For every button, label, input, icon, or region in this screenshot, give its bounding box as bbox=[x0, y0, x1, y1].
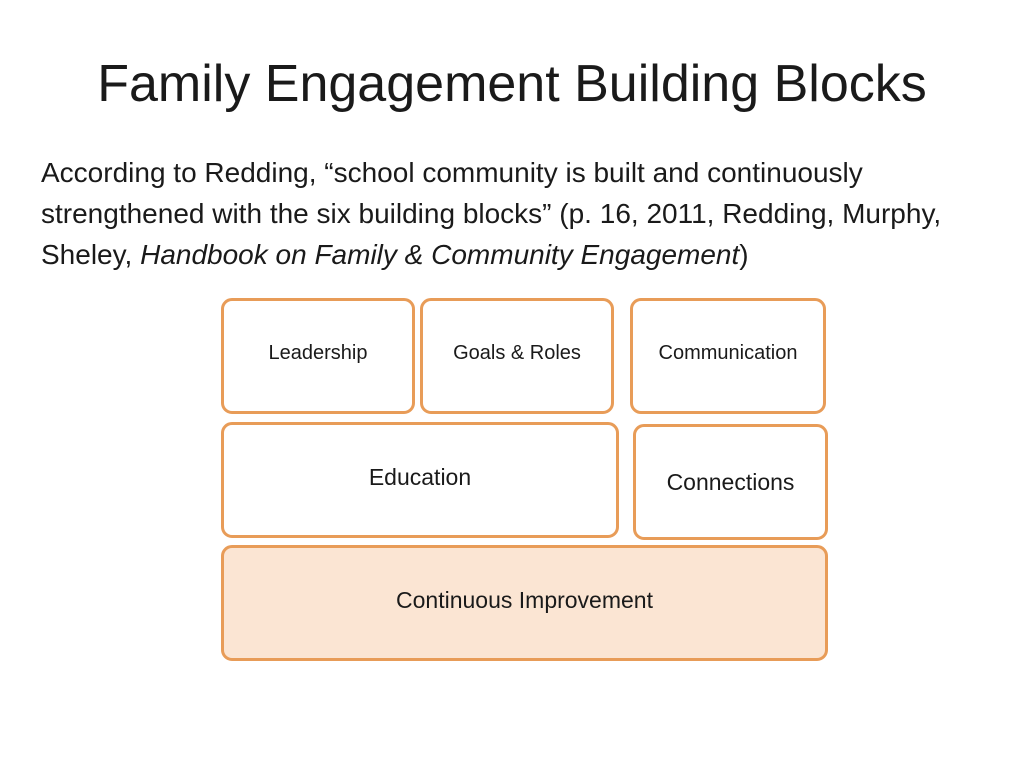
block-continuous-improvement bbox=[221, 545, 828, 661]
intro-closing: ) bbox=[739, 239, 749, 270]
block-connections bbox=[633, 424, 828, 540]
block-education bbox=[221, 422, 619, 538]
block-continuous-improvement-label: Continuous Improvement bbox=[396, 586, 653, 613]
intro-paragraph bbox=[41, 152, 1001, 275]
block-education-label: Education bbox=[368, 463, 472, 490]
block-communication bbox=[630, 298, 826, 414]
block-goals-roles-label: Goals & Roles bbox=[453, 341, 581, 364]
slide-title: Family Engagement Building Blocks bbox=[97, 55, 927, 113]
block-connections-label: Connections bbox=[666, 468, 795, 495]
handbook-title: Handbook on Family & Community Engagement bbox=[140, 239, 740, 270]
intro-text: According to Redding, “school community is built and continuously strengthened with the six building blocks” (p. 16, 2011, Redding, Murphy, Sheley, bbox=[41, 157, 942, 270]
block-leadership-label: Leadership bbox=[268, 341, 368, 364]
block-goals-roles bbox=[420, 298, 614, 414]
block-communication-label: Communication bbox=[658, 341, 798, 364]
block-leadership bbox=[221, 298, 415, 414]
